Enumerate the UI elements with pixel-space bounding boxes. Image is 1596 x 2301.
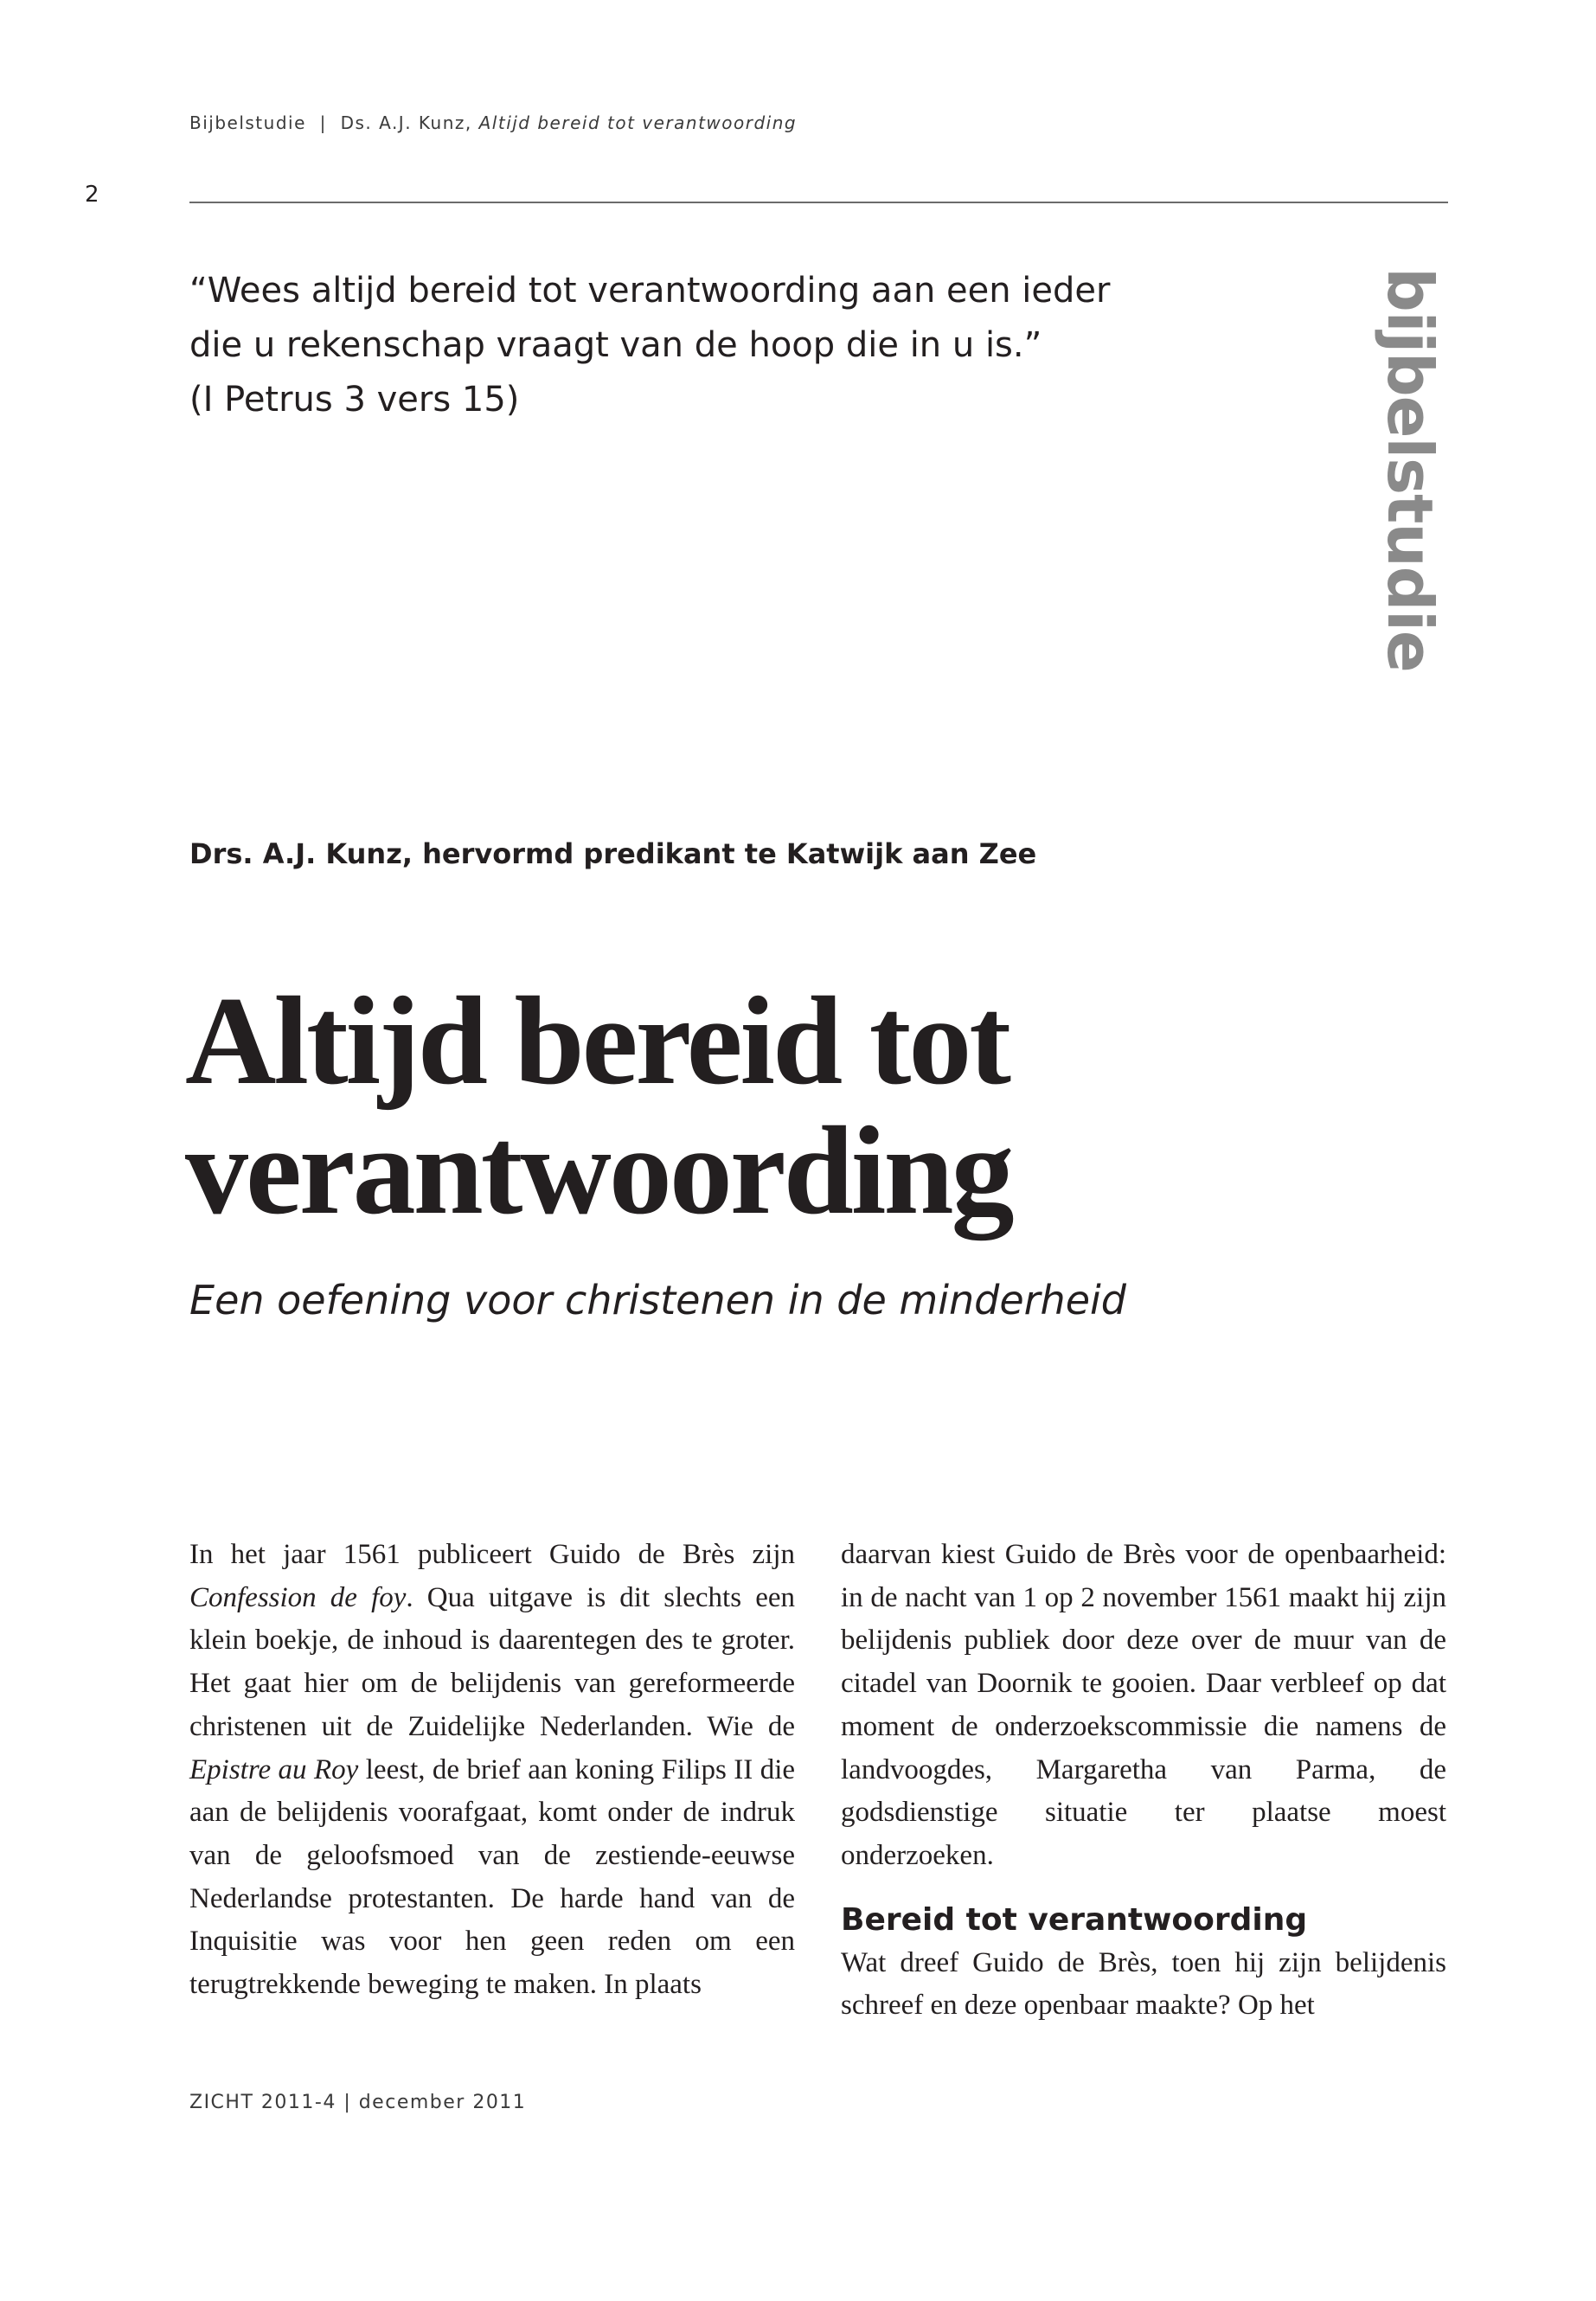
section-label — [1358, 266, 1462, 672]
article-title — [185, 971, 1310, 1240]
body-paragraph-2: daarvan kiest Guido de Brès voor de openbaarheid: in de nacht van 1 op 2 november 1561 maakt hij zijn belijdenis publiek door deze over de muur van de citadel van Doornik te gooien. Daar verbleef op dat moment de onderzoekscommissie die namens de landvoogdes, Margaretha van Parma, de godsdienstige situatie ter plaatse moest onderzoeken. — [841, 1539, 1446, 1871]
body-text: . Qua uitgave is dit slechts een klein boekje, de inhoud is daarentegen des te groter. Het gaat hier om de belijdenis van gereformeerde christenen uit de Zuidelijke Nederlanden. Wie de — [189, 1581, 795, 1742]
running-header — [189, 112, 797, 133]
body-text: In het jaar 1561 publiceert Guido de Brès zijn — [189, 1539, 795, 1570]
page-footer: ZICHT 2011-4 | december 2011 — [189, 2092, 527, 2113]
epigraph-line-1: “Wees altijd bereid tot verantwoording aan een ieder — [189, 271, 1111, 311]
body-paragraph-3: Wat dreef Guido de Brès, toen hij zijn belijdenis schreef en deze openbaar maakte? Op het — [841, 1946, 1446, 2022]
article-title-line-1: Altijd bereid tot — [185, 971, 1009, 1111]
article-subtitle: Een oefening voor christenen in de minderheid — [189, 1277, 1126, 1324]
section-subheading: Bereid tot verantwoording — [841, 1901, 1308, 1938]
body-italic-title: Confession de foy — [189, 1581, 407, 1613]
epigraph-reference: (I Petrus 3 vers 15) — [189, 380, 520, 420]
author-line: Drs. A.J. Kunz, hervormd predikant te Katwijk aan Zee — [189, 837, 1037, 870]
header-separator: | — [319, 112, 327, 133]
epigraph — [189, 264, 1141, 427]
body-text: leest, de brief aan koning Filips II die aan de belijdenis voorafgaat, komt onder de indruk van de geloofsmoed van de zestiende-eeuwse Nederlandse protestanten. De harde hand van de Inquisitie was voor hen geen reden om een terugtrekkende beweging te maken. In plaats — [189, 1753, 796, 2001]
page-number: 2 — [85, 182, 99, 208]
header-rule — [189, 202, 1448, 203]
body-column-1 — [189, 1534, 795, 2007]
body-column-2 — [841, 1534, 1446, 2028]
epigraph-line-2: die u rekenschap vraagt van de hoop die in u is.” — [189, 325, 1042, 365]
article-title-line-2: verantwoording — [185, 1100, 1012, 1240]
body-paragraph-1 — [189, 1534, 795, 2007]
section-label-text: bijbelstudie — [1374, 266, 1446, 672]
header-author: Ds. A.J. Kunz, — [340, 112, 472, 133]
header-article-title: Altijd bereid tot verantwoording — [478, 112, 798, 133]
body-italic-title: Epistre au Roy — [189, 1753, 359, 1785]
header-section: Bijbelstudie — [189, 112, 306, 133]
